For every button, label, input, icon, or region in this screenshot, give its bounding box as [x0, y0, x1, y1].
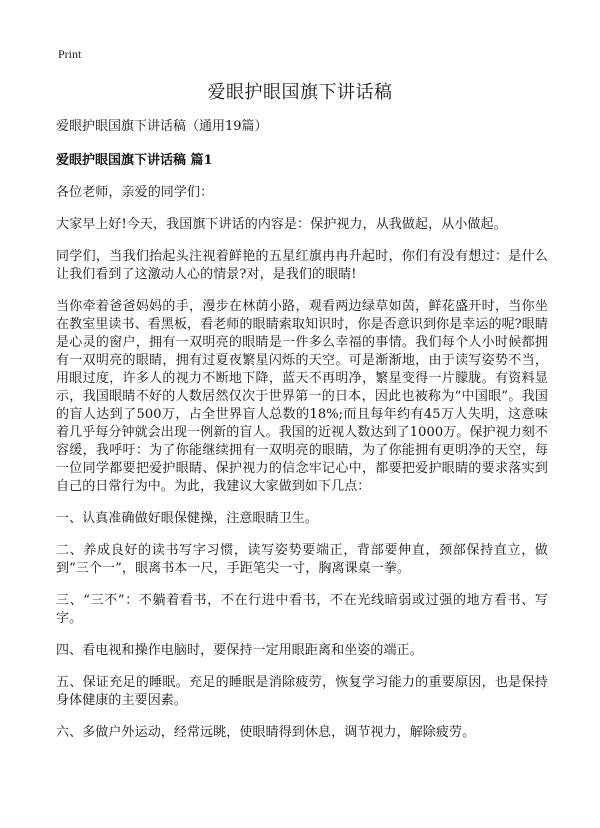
paragraph-greeting: 各位老师，亲爱的同学们： [56, 185, 214, 200]
document-body [56, 118, 548, 756]
paragraph-point-5: 五、保证充足的睡眠。充足的睡眠是消除疲劳，恢复学习能力的重要原因，也是保持身体健康的主要因素。 [56, 675, 548, 708]
section-heading: 爱眼护眼国旗下讲话稿 篇1 [56, 153, 213, 168]
paragraph-point-2: 二、养成良好的读书写字习惯，读写姿势要端正，背部要伸直，颈部保持直立，做到“三个一”，眼离书本一尺，手距笔尖一寸，胸离课桌一拳。 [56, 543, 548, 576]
paragraph-point-6: 六、多做户外运动，经常远眺，使眼睛得到休息，调节视力，解除疲劳。 [56, 725, 476, 740]
paragraph-main: 当你牵着爸爸妈妈的手，漫步在林荫小路，观看两边绿草如茵，鲜花盛开时，当你坐在教室里读书、看黑板，看老师的眼睛索取知识时，你是否意识到你是幸运的呢?眼睛是心灵的窗户，拥有一双明亮的眼睛是一件多么幸福的事情。我们每个人小时候都拥有一双明亮的眼睛，拥有过夏夜繁星闪烁的天空。可是渐渐地，由于读写姿势不当，用眼过度，许多人的视力不断地下降，蓝天不再明净，繁星变得一片朦胧。有资料显示，我国眼睛不好的人数居然仅次于世界第一的日本，因此也被称为“中国眼”。我国的盲人达到了500万，占全世界盲人总数的18%;而且每年约有45万人失明，这意味着几乎每分钟就会出现一例新的盲人。我国的近视人数达到了1000万。保护视力刻不容缓，我呼吁：为了你能继续拥有一双明亮的眼睛，为了你能拥有更明净的天空，每一位同学都要把爱护眼睛、保护视力的信念牢记心中，都要把爱护眼睛的要求落实到自己的日常行为中。为此，我建议大家做到如下几点： [56, 299, 548, 494]
paragraph-point-4: 四、看电视和操作电脑时，要保持一定用眼距离和坐姿的端正。 [56, 643, 423, 658]
paragraph-intro: 大家早上好!今天，我国旗下讲话的内容是：保护视力，从我做起，从小做起。 [56, 217, 507, 232]
document-subtitle: 爱眼护眼国旗下讲话稿（通用19篇） [56, 119, 268, 134]
paragraph-question: 同学们，当我们抬起头注视着鲜艳的五星红旗冉冉升起时，你们有没有想过：是什么让我们看到了这激动人心的情景?对，是我们的眼睛! [56, 249, 548, 282]
print-link[interactable]: Print [58, 47, 82, 61]
paragraph-point-3: 三、“三不”：不躺着看书，不在行进中看书，不在光线暗弱或过强的地方看书、写字。 [56, 593, 548, 626]
paragraph-point-1: 一、认真准确做好眼保健操，注意眼睛卫生。 [56, 511, 319, 526]
page-title: 爱眼护眼国旗下讲话稿 [207, 82, 393, 103]
